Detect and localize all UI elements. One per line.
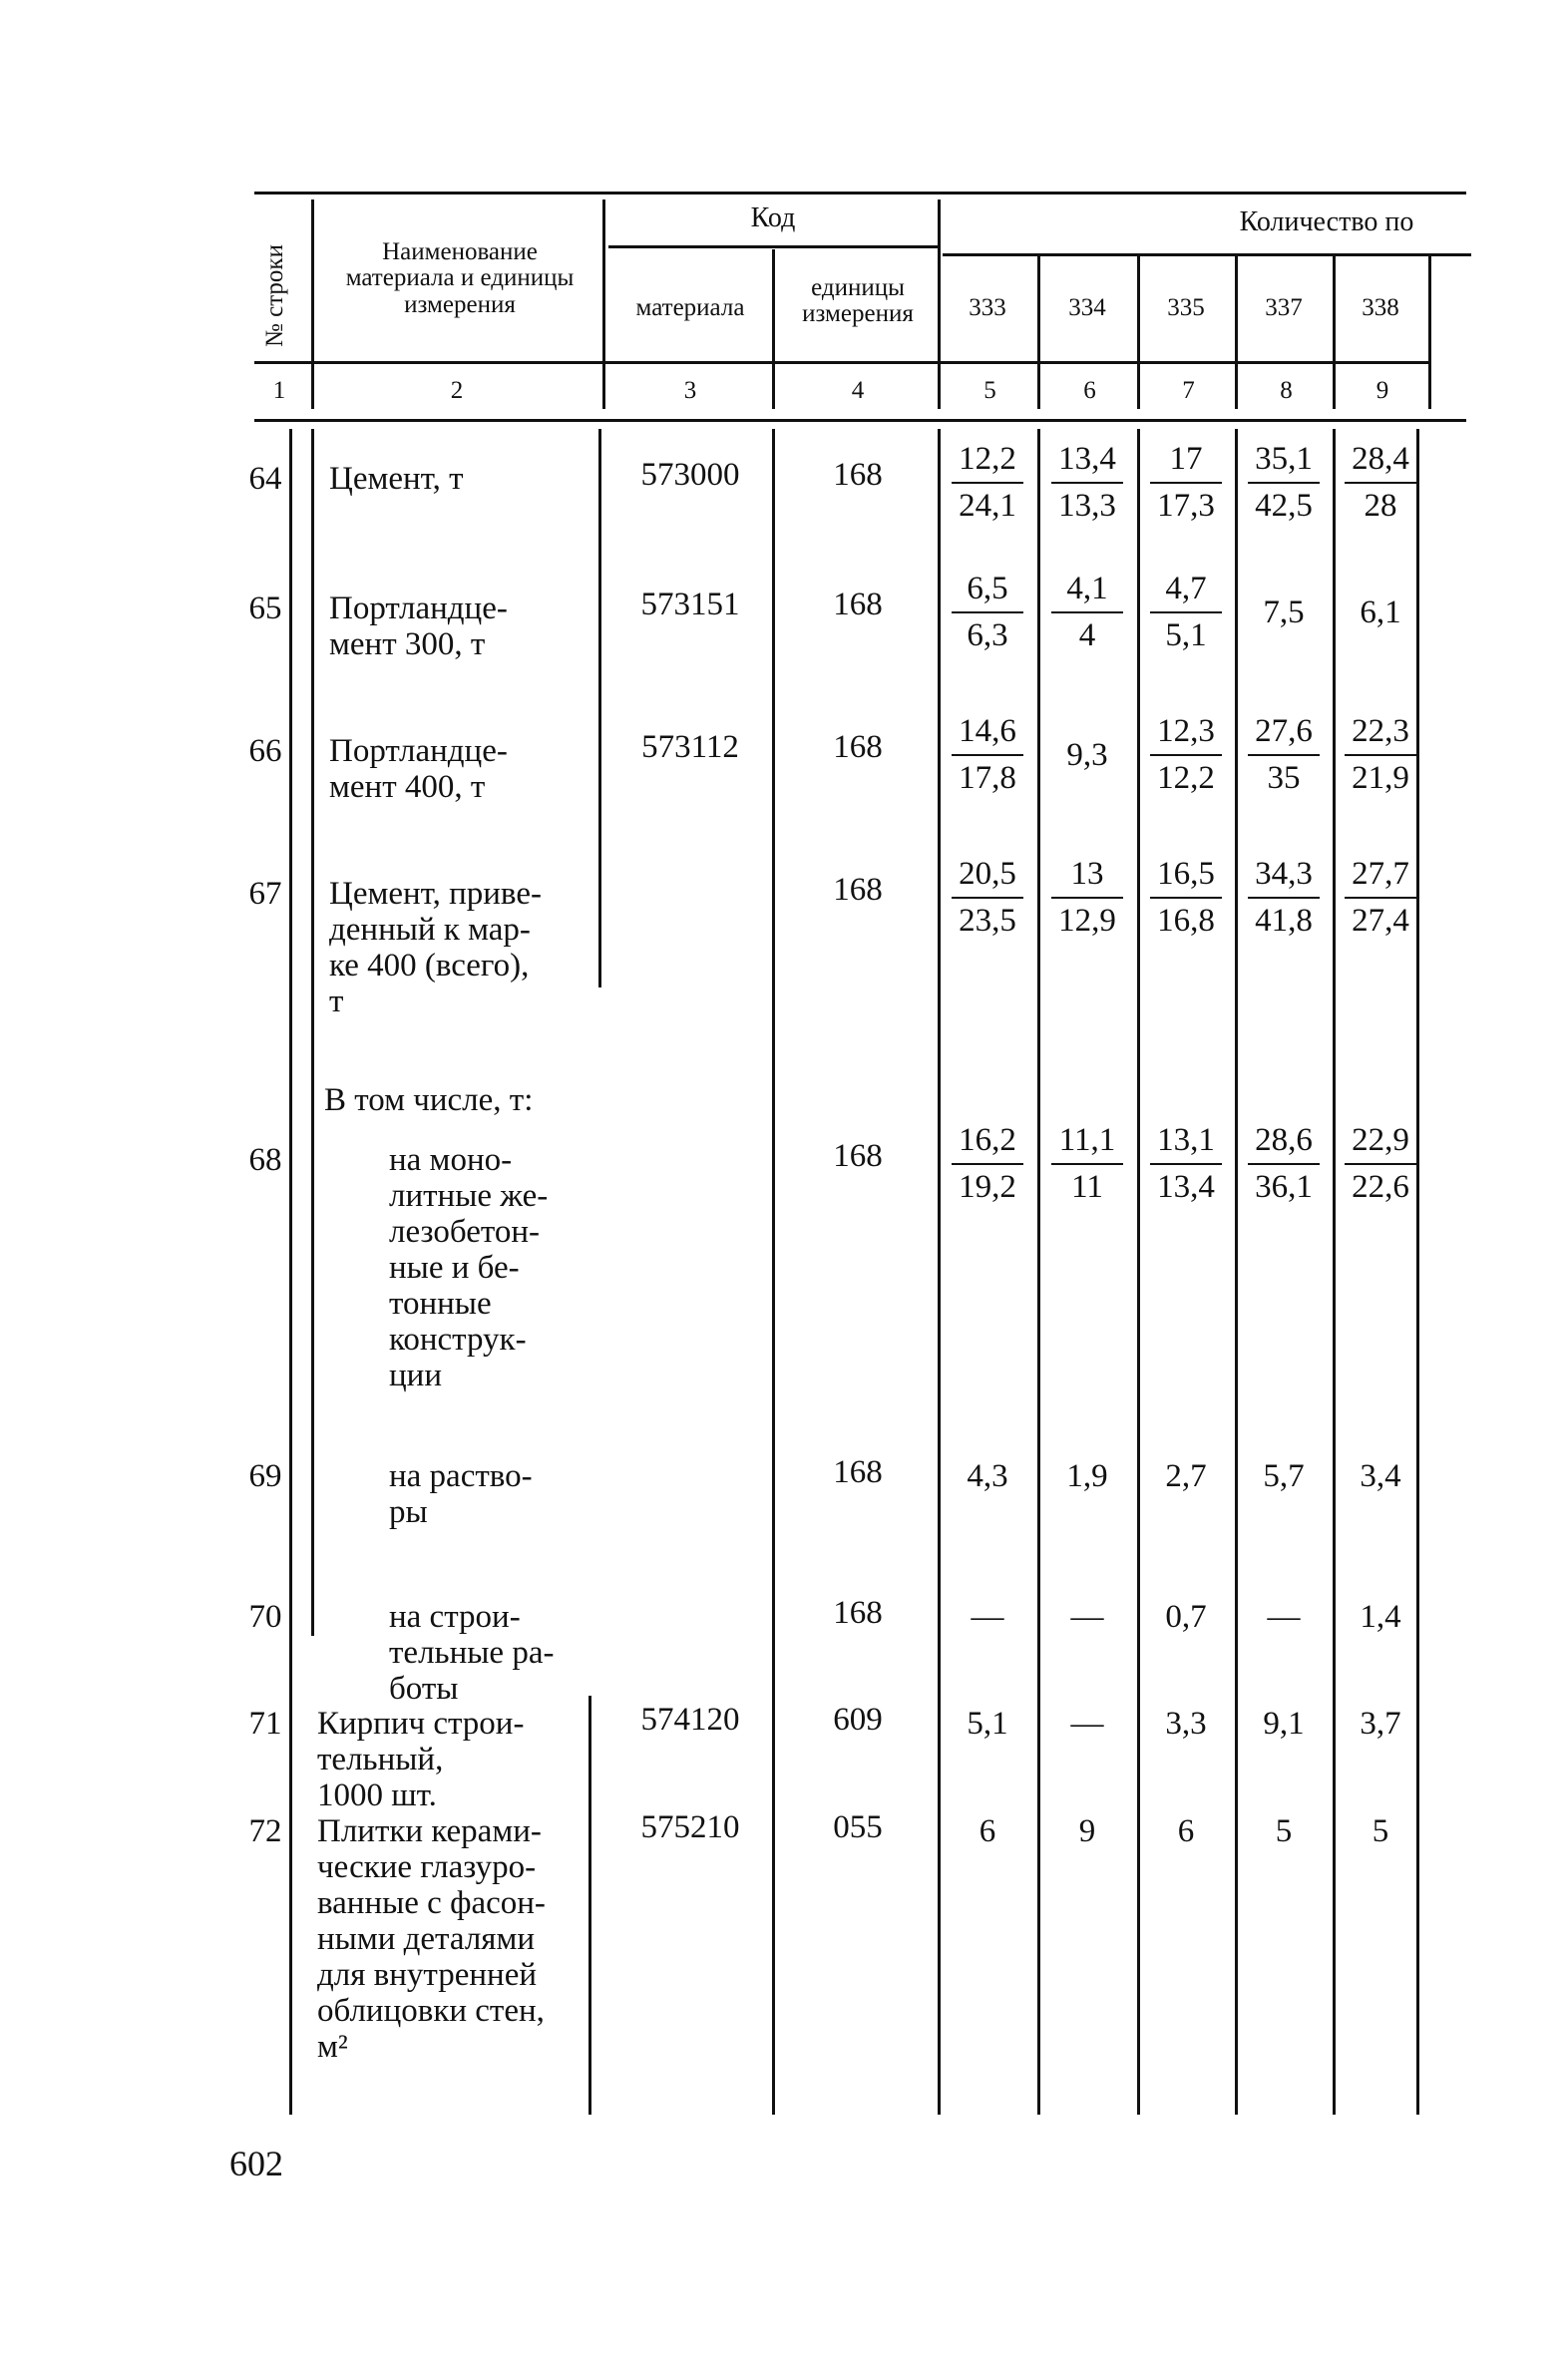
fraction-bar (952, 482, 1023, 484)
fraction-numerator: 28,4 (1352, 441, 1409, 477)
column-number: 4 (851, 377, 865, 404)
quantity-column-header: 334 (1068, 294, 1106, 321)
fraction-numerator: 16,5 (1157, 856, 1215, 892)
fraction-denominator: 19,2 (959, 1169, 1016, 1205)
quantity-fraction (1333, 856, 1428, 940)
fraction-numerator: 4,1 (1066, 571, 1108, 606)
quantity-value: 5 (1275, 1813, 1293, 1849)
fraction-bar (1051, 482, 1123, 484)
material-name: Плитки керами- ческие глазуро- ванные с фасон- ными деталями для внутренней облицовки стен, м² (317, 1813, 546, 2065)
column-number: 7 (1182, 377, 1195, 404)
fraction-numerator: 22,9 (1352, 1122, 1409, 1158)
quantity-fraction (1333, 1122, 1428, 1206)
body-vline (1416, 429, 1419, 2115)
fraction-bar (952, 611, 1023, 613)
unit-code: 055 (833, 1809, 883, 1845)
row-number: 67 (248, 876, 282, 912)
unit-code: 168 (833, 1138, 883, 1174)
quantity-fraction (1333, 441, 1428, 525)
row-number: 65 (248, 590, 282, 626)
quantity-value: — (971, 1599, 1004, 1635)
quantity-fraction (1236, 1122, 1332, 1206)
material-name: Портландце- мент 400, т (329, 733, 508, 805)
quantity-value: 3,3 (1165, 1706, 1207, 1742)
body-vline (598, 429, 601, 987)
row-number: 72 (248, 1813, 282, 1849)
quantity-fraction (1138, 713, 1234, 797)
fraction-numerator: 28,6 (1255, 1122, 1313, 1158)
body-vline (938, 429, 941, 2115)
fraction-bar (952, 754, 1023, 756)
fraction-numerator: 34,3 (1255, 856, 1313, 892)
quantity-fraction (1138, 1122, 1234, 1206)
column-number: 3 (683, 377, 697, 404)
quantity-value: 9,1 (1263, 1706, 1305, 1742)
header-vline (1235, 255, 1238, 409)
quantity-fraction (940, 1122, 1035, 1206)
fraction-numerator: 13 (1070, 856, 1104, 892)
fraction-numerator: 11,1 (1058, 1122, 1116, 1158)
fraction-denominator: 11 (1071, 1169, 1103, 1205)
fraction-bar (1150, 1163, 1222, 1165)
quantity-value: 9,3 (1066, 737, 1108, 773)
quantity-column-header: 338 (1362, 294, 1399, 321)
quantity-subheader-rule (943, 253, 1471, 256)
fraction-bar (952, 897, 1023, 899)
quantity-fraction (940, 856, 1035, 940)
quantity-value: 1,9 (1066, 1458, 1108, 1494)
quantity-value: 9 (1078, 1813, 1096, 1849)
quantity-value: 6,1 (1360, 594, 1401, 630)
fraction-denominator: 12,9 (1058, 903, 1116, 939)
fraction-numerator: 22,3 (1352, 713, 1409, 749)
column-number: 1 (272, 377, 286, 404)
unit-code: 609 (833, 1702, 883, 1738)
quantity-value: 1,4 (1360, 1599, 1401, 1635)
quantity-column-header: 333 (969, 294, 1006, 321)
fraction-denominator: 13,4 (1157, 1169, 1215, 1205)
fraction-denominator: 24,1 (959, 488, 1016, 524)
fraction-bar (1345, 897, 1416, 899)
body-vline (1137, 429, 1140, 2115)
quantity-fraction (1236, 856, 1332, 940)
header-vline (602, 199, 605, 409)
quantity-value: 5,1 (967, 1706, 1008, 1742)
fraction-denominator: 27,4 (1352, 903, 1409, 939)
fraction-denominator: 17,8 (959, 760, 1016, 796)
material-name: В том числе, т: (324, 1082, 534, 1118)
body-vline (311, 429, 314, 1636)
quantity-fraction (940, 441, 1035, 525)
fraction-denominator: 36,1 (1255, 1169, 1313, 1205)
material-name: на моно- литные же- лезобетон- ные и бе- тонные конструк- ции (389, 1142, 549, 1393)
quantity-value: 4,3 (967, 1458, 1008, 1494)
fraction-bar (1345, 754, 1416, 756)
body-vline (588, 1696, 591, 2115)
material-name: на раство- ры (389, 1458, 533, 1530)
body-vline (1235, 429, 1238, 2115)
material-name: Портландце- мент 300, т (329, 590, 508, 662)
quantity-fraction (1138, 441, 1234, 525)
quantity-fraction (940, 571, 1035, 654)
quantity-fraction (1039, 856, 1135, 940)
code-subheader-rule (608, 245, 938, 248)
row-number: 68 (248, 1142, 282, 1178)
column-number: 9 (1375, 377, 1389, 404)
quantity-value: 2,7 (1165, 1458, 1207, 1494)
fraction-denominator: 21,9 (1352, 760, 1409, 796)
page-number: 602 (229, 2144, 283, 2183)
header-code: Код (750, 202, 796, 233)
quantity-fraction (1039, 571, 1135, 654)
header-vline (772, 249, 775, 409)
unit-code: 168 (833, 587, 883, 622)
unit-code: 168 (833, 729, 883, 765)
quantity-fraction (1236, 713, 1332, 797)
header-vline (311, 199, 314, 409)
quantity-value: 3,4 (1360, 1458, 1401, 1494)
row-number: 70 (248, 1599, 282, 1635)
header-name: Наименование материала и единицы измерения (345, 238, 575, 318)
fraction-bar (1150, 897, 1222, 899)
column-number: 5 (983, 377, 996, 404)
fraction-bar (1051, 1163, 1123, 1165)
fraction-denominator: 12,2 (1157, 760, 1215, 796)
quantity-value: 5,7 (1263, 1458, 1305, 1494)
fraction-denominator: 23,5 (959, 903, 1016, 939)
fraction-numerator: 13,4 (1058, 441, 1116, 477)
fraction-denominator: 17,3 (1157, 488, 1215, 524)
material-name: на строи- тельные ра- боты (389, 1599, 555, 1707)
quantity-value: — (1070, 1599, 1104, 1635)
quantity-fraction (1039, 441, 1135, 525)
material-name: Кирпич строи- тельный, 1000 шт. (317, 1706, 525, 1813)
body-vline (772, 429, 775, 2115)
unit-code: 168 (833, 457, 883, 493)
fraction-denominator: 13,3 (1058, 488, 1116, 524)
fraction-bar (1248, 1163, 1320, 1165)
fraction-denominator: 35 (1267, 760, 1301, 796)
quantity-fraction (1333, 713, 1428, 797)
unit-code: 168 (833, 872, 883, 908)
header-row-number: № строки (261, 244, 288, 347)
fraction-denominator: 5,1 (1165, 617, 1207, 653)
fraction-bar (1248, 754, 1320, 756)
quantity-value: 0,7 (1165, 1599, 1207, 1635)
header-vline (1037, 255, 1040, 409)
fraction-denominator: 4 (1078, 617, 1096, 653)
fraction-bar (1248, 482, 1320, 484)
material-name: Цемент, приве- денный к мар- ке 400 (всего), т (329, 876, 542, 1019)
quantity-value: 6 (979, 1813, 996, 1849)
quantity-column-header: 335 (1167, 294, 1205, 321)
material-code: 575210 (640, 1809, 740, 1845)
fraction-numerator: 12,2 (959, 441, 1016, 477)
fraction-bar (1345, 1163, 1416, 1165)
fraction-bar (1150, 611, 1222, 613)
header-code-unit: единицы измерения (802, 274, 914, 328)
quantity-value: 3,7 (1360, 1706, 1401, 1742)
column-number: 8 (1280, 377, 1293, 404)
body-vline (1333, 429, 1336, 2115)
fraction-numerator: 27,7 (1352, 856, 1409, 892)
fraction-bar (1051, 897, 1123, 899)
quantity-fraction (1236, 441, 1332, 525)
body-vline (289, 429, 292, 2115)
material-code: 573151 (640, 587, 740, 622)
quantity-value: — (1267, 1599, 1301, 1635)
unit-code: 168 (833, 1454, 883, 1490)
fraction-numerator: 20,5 (959, 856, 1016, 892)
quantity-value: 6 (1177, 1813, 1195, 1849)
fraction-denominator: 22,6 (1352, 1169, 1409, 1205)
header-vline (1137, 255, 1140, 409)
row-number: 69 (248, 1458, 282, 1494)
fraction-bar (1051, 611, 1123, 613)
header-vline (1333, 255, 1336, 409)
table-top-rule (254, 192, 1466, 195)
fraction-bar (952, 1163, 1023, 1165)
header-bottom-rule (254, 361, 1431, 364)
fraction-bar (1150, 482, 1222, 484)
fraction-numerator: 14,6 (959, 713, 1016, 749)
fraction-numerator: 13,1 (1157, 1122, 1215, 1158)
material-code: 574120 (640, 1702, 740, 1738)
fraction-numerator: 17 (1169, 441, 1203, 477)
material-code: 573112 (641, 729, 739, 765)
fraction-bar (1150, 754, 1222, 756)
row-number: 64 (248, 461, 282, 497)
fraction-numerator: 4,7 (1165, 571, 1207, 606)
header-vline (1428, 255, 1431, 409)
colnumber-bottom-rule (254, 419, 1466, 422)
column-number: 6 (1083, 377, 1096, 404)
quantity-fraction (1039, 1122, 1135, 1206)
body-vline (1037, 429, 1040, 2115)
unit-code: 168 (833, 1595, 883, 1631)
fraction-numerator: 6,5 (967, 571, 1008, 606)
row-number: 66 (248, 733, 282, 769)
fraction-denominator: 16,8 (1157, 903, 1215, 939)
fraction-numerator: 35,1 (1255, 441, 1313, 477)
material-name: Цемент, т (329, 461, 464, 497)
quantity-value: — (1070, 1706, 1104, 1742)
quantity-value: 7,5 (1263, 594, 1305, 630)
material-code: 573000 (640, 457, 740, 493)
quantity-fraction (1138, 571, 1234, 654)
header-code-material: материала (635, 294, 745, 321)
quantity-fraction (940, 713, 1035, 797)
row-number: 71 (248, 1706, 282, 1742)
fraction-denominator: 41,8 (1255, 903, 1313, 939)
fraction-bar (1345, 482, 1416, 484)
fraction-numerator: 16,2 (959, 1122, 1016, 1158)
quantity-value: 5 (1372, 1813, 1389, 1849)
fraction-bar (1248, 897, 1320, 899)
fraction-numerator: 27,6 (1255, 713, 1313, 749)
column-number: 2 (450, 377, 464, 404)
header-quantity: Количество по (1239, 206, 1414, 237)
fraction-denominator: 6,3 (967, 617, 1008, 653)
fraction-numerator: 12,3 (1157, 713, 1215, 749)
fraction-denominator: 28 (1364, 488, 1397, 524)
fraction-denominator: 42,5 (1255, 488, 1313, 524)
quantity-column-header: 337 (1265, 294, 1303, 321)
quantity-fraction (1138, 856, 1234, 940)
